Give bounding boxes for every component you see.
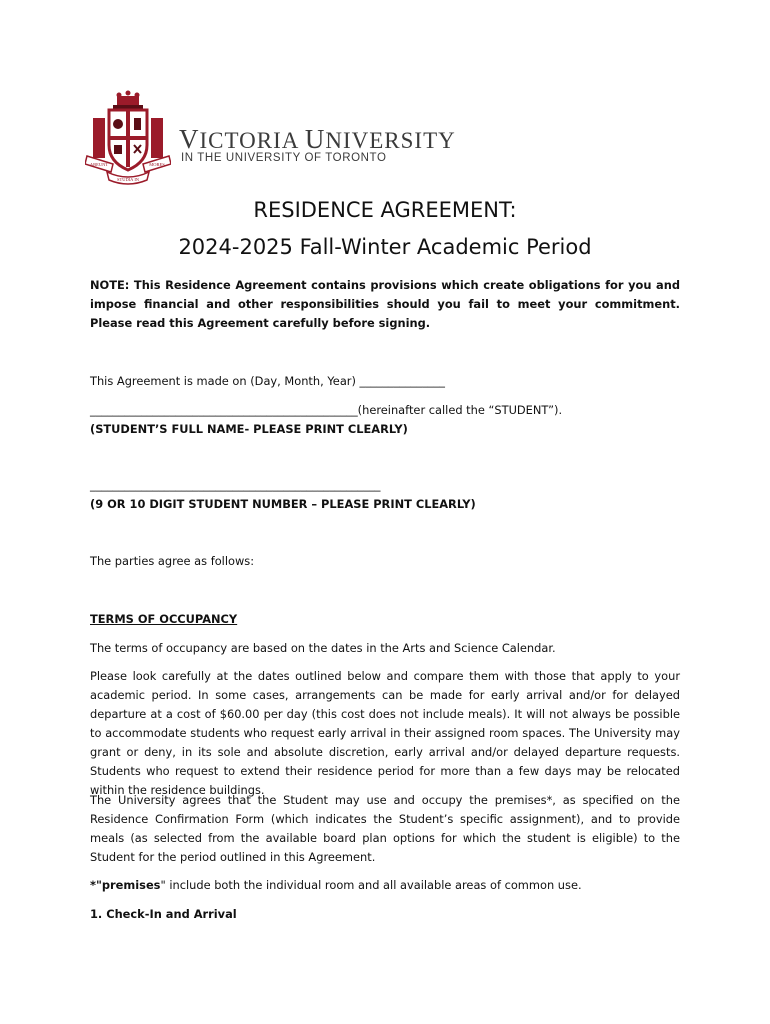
student-name-label: (STUDENT’S FULL NAME- PLEASE PRINT CLEARLY) bbox=[90, 422, 408, 436]
crest-icon bbox=[85, 90, 171, 188]
student-number-field: ___________________________________________________ bbox=[90, 478, 381, 492]
document-title: RESIDENCE AGREEMENT: bbox=[253, 198, 517, 222]
crest-text-right: MORES bbox=[149, 162, 165, 167]
university-logo bbox=[85, 90, 456, 190]
university-subtitle: IN THE UNIVERSITY OF TORONTO bbox=[181, 152, 387, 164]
crest-text-left: ABEUNT bbox=[89, 162, 109, 167]
note-paragraph: NOTE: This Residence Agreement contains provisions which create obligations for you and impose financial and other responsibilities should you fail to meet your commitment. Please read this Agreement carefully before signing. bbox=[90, 278, 680, 330]
terms-paragraph-3: The University agrees that the Student may use and occupy the premises*, as specified on the Residence Confirmation Form (which indicates the Student’s specific assignment), and to provide meals (as selected from the available board plan options for which the student is eligible) to the Student for the period outlined in this Agreement. bbox=[90, 793, 680, 864]
terms-heading: TERMS OF OCCUPANCY bbox=[90, 612, 238, 626]
agreement-date-field: This Agreement is made on (Day, Month, Year) _______________ bbox=[90, 374, 445, 388]
student-name-field: _______________________________________________(hereinafter called the “STUDENT”). bbox=[90, 403, 563, 417]
crest-text-bottom: STUDIA IN bbox=[116, 177, 140, 182]
document-subtitle: 2024-2025 Fall-Winter Academic Period bbox=[178, 235, 592, 259]
university-name: VICTORIA UNIVERSITY bbox=[179, 124, 456, 154]
student-number-label: (9 OR 10 DIGIT STUDENT NUMBER – PLEASE PRINT CLEARLY) bbox=[90, 497, 476, 511]
terms-paragraph-1: The terms of occupancy are based on the dates in the Arts and Science Calendar. bbox=[90, 641, 556, 655]
section-1-heading: 1. Check-In and Arrival bbox=[90, 907, 237, 921]
parties-agree-text: The parties agree as follows: bbox=[90, 554, 255, 568]
terms-paragraph-2: Please look carefully at the dates outlined below and compare them with those that apply to your academic period. In some cases, arrangements can be made for early arrival and/or for delayed departure at a cost of $60.00 per day (this cost does not include meals). It will not always be possible to accommodate students who request early arrival in their assigned room spaces. The University may grant or deny, in its sole and absolute discretion, early arrival and/or delayed departure requests. Students who request to extend their residence period for more than a few days may be relocated within the residence buildings. bbox=[90, 669, 680, 797]
premises-definition: *"premises" include both the individual room and all available areas of common use. bbox=[90, 878, 582, 892]
